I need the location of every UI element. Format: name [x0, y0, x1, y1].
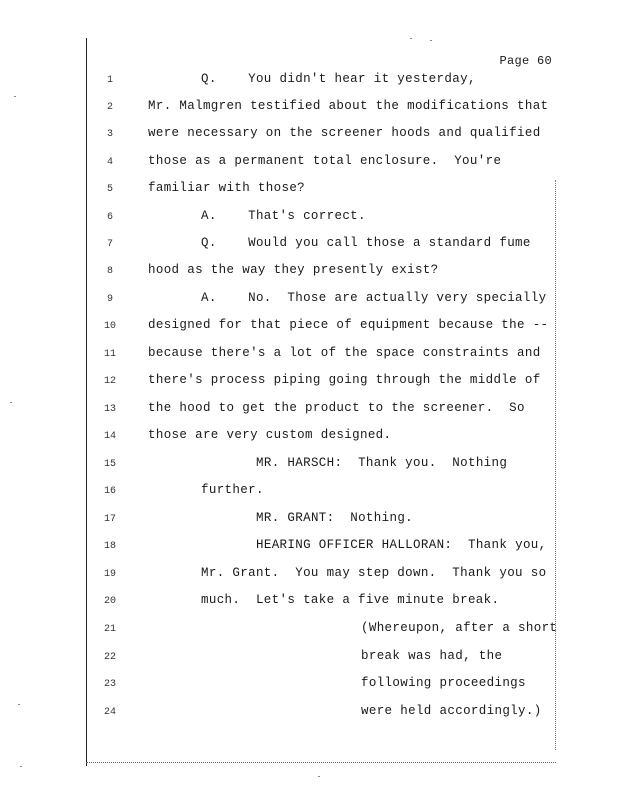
transcript-line [0, 645, 618, 672]
line-text: further. [201, 483, 264, 497]
transcript-line [0, 68, 618, 95]
line-number: 15 [103, 459, 116, 470]
line-text: familiar with those? [148, 181, 306, 195]
line-number: 5 [106, 184, 113, 195]
line-text: MR. GRANT: Nothing. [256, 511, 414, 525]
line-number: 11 [103, 349, 116, 360]
transcript-line [0, 95, 618, 122]
transcript-line [0, 507, 618, 534]
line-number: 1 [106, 75, 113, 86]
line-text: hood as the way they presently exist? [148, 263, 439, 277]
line-number: 18 [103, 541, 116, 552]
transcript-line [0, 617, 618, 644]
line-text: Q. Would you call those a standard fume [201, 236, 531, 250]
transcript-line [0, 424, 618, 451]
line-number: 23 [103, 679, 116, 690]
scan-speck [430, 40, 432, 41]
line-number: 14 [103, 431, 116, 442]
line-text: were necessary on the screener hoods and qualified [148, 126, 541, 140]
line-text: Mr. Malmgren testified about the modifications that [148, 99, 549, 113]
transcript-line [0, 700, 618, 727]
line-text: much. Let's take a five minute break. [201, 593, 500, 607]
line-number: 4 [106, 157, 113, 168]
transcript-line [0, 479, 618, 506]
line-text: Q. You didn't hear it yesterday, [201, 72, 476, 86]
transcript-line [0, 589, 618, 616]
scan-speck [410, 38, 412, 39]
line-text: following proceedings [361, 676, 526, 690]
transcript-line [0, 534, 618, 561]
line-text: MR. HARSCH: Thank you. Nothing [256, 456, 508, 470]
transcript-line [0, 232, 618, 259]
transcript-line [0, 122, 618, 149]
line-number: 12 [103, 376, 116, 387]
line-text: HEARING OFFICER HALLORAN: Thank you, [256, 538, 547, 552]
line-number: 16 [103, 486, 116, 497]
line-number: 13 [103, 404, 116, 415]
line-text: were held accordingly.) [361, 704, 542, 718]
line-number: 10 [103, 321, 116, 332]
line-text: there's process piping going through the middle of [148, 373, 541, 387]
transcript-line [0, 397, 618, 424]
line-text: those as a permanent total enclosure. You're [148, 154, 502, 168]
line-number: 3 [106, 129, 113, 140]
transcript-line [0, 205, 618, 232]
line-number: 2 [106, 102, 113, 113]
transcript-line [0, 314, 618, 341]
line-text: designed for that piece of equipment because the -- [148, 318, 549, 332]
line-number: 17 [103, 514, 116, 525]
transcript-line [0, 259, 618, 286]
line-text: those are very custom designed. [148, 428, 392, 442]
scan-speck [318, 776, 320, 777]
line-text: break was had, the [361, 649, 503, 663]
transcript-line [0, 177, 618, 204]
line-text: because there's a lot of the space constraints and [148, 346, 541, 360]
line-number: 8 [106, 266, 113, 277]
line-number: 7 [106, 239, 113, 250]
scan-speck [20, 766, 22, 767]
line-number: 9 [106, 294, 113, 305]
line-text: (Whereupon, after a short [361, 621, 558, 635]
transcript-line [0, 672, 618, 699]
line-number: 21 [103, 624, 116, 635]
line-number: 6 [106, 212, 113, 223]
line-text: A. That's correct. [201, 209, 366, 223]
line-text: Mr. Grant. You may step down. Thank you so [201, 566, 547, 580]
transcript-line [0, 150, 618, 177]
line-number: 22 [103, 652, 116, 663]
line-number: 20 [103, 596, 116, 607]
bottom-margin-rule [86, 762, 556, 763]
line-number: 24 [103, 707, 116, 718]
transcript-line [0, 369, 618, 396]
transcript-line [0, 562, 618, 589]
line-text: the hood to get the product to the screener. So [148, 401, 525, 415]
page-number: Page 60 [499, 54, 552, 68]
line-text: A. No. Those are actually very specially [201, 291, 547, 305]
transcript-line [0, 342, 618, 369]
transcript-line [0, 287, 618, 314]
line-number: 19 [103, 569, 116, 580]
transcript-line [0, 452, 618, 479]
